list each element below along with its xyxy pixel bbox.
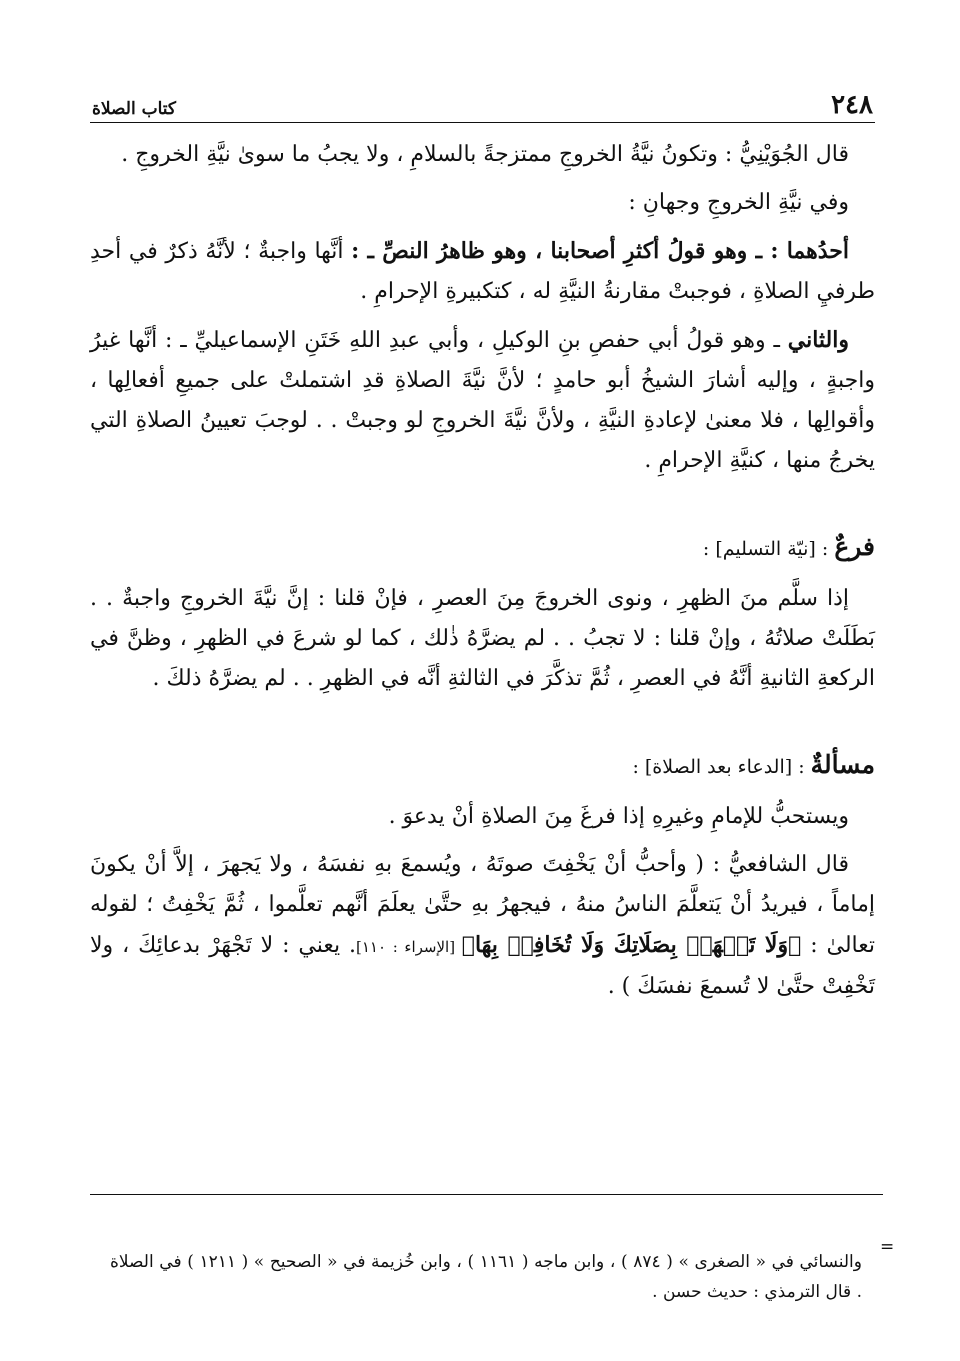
- second-view-lead: والثاني: [787, 327, 849, 353]
- second-view-text: ـ وهو قولُ أبي حفصِ بنِ الوكيلِ ، وأبي عبدِ اللهِ خَتَنِ الإسماعيليِّ ـ : أنَّها غيرُ واجبةٍ ، وإليه أشارَ الشيخُ أبو حامدٍ ؛ لأنَّ نيَّةَ الصلاةِ قدِ اشتملتْ على جميعِ أفعالِها ، وأقوالِها ، فلا معنىٰ لإعادةِ النيَّةِ ، ولأنَّ نيَّةَ الخروجِ لو وجبتْ . . لوجبَ تعيينُ الصلاةِ التي يخرجُ منها ، كنيَّةِ الإحرامِ .: [90, 328, 875, 473]
- paragraph-juwayni: قال الجُوَيْنِيُّ : وتكونُ نيَّةُ الخروجِ ممتزجةً بالسلامِ ، ولا يجبُ ما سوىٰ نيَّةِ الخروجِ .: [121, 142, 849, 167]
- quran-verse: ﴿وَلَا تَجۡهَرۡ بِصَلَاتِكَ وَلَا تُخَافِتۡ بِهَا﴾: [461, 932, 802, 958]
- heading-far-title: : [نيّة التسليم] :: [702, 538, 835, 560]
- heading-masala-word: مسألةٌ: [810, 750, 875, 779]
- paragraph-second-view: [90, 320, 875, 481]
- footnote-divider: [90, 1194, 883, 1195]
- paragraph-taslim: إذا سلَّم منَ الظهرِ ، ونوى الخروجَ مِنَ العصرِ ، فإنْ قلنا : إنَّ نيَّةَ الخروجِ واجبةٌ . . بَطَلَتْ صلاتُهُ ، وإنْ قلنا : لا تجبُ . . لم يضرَّهُ ذٰلك ، كما لو شرعَ في الظهرِ ، وظنَّ في الركعةِ الثانيةِ أنَّهُ في العصرِ ، ثُمَّ تذكَّرَ في الثالثةِ أنَّه في الظهرِ . . لم يضرَّهُ ذلكَ .: [90, 586, 875, 691]
- main-text: [90, 135, 875, 1007]
- page: [90, 74, 875, 1015]
- heading-far: [90, 527, 875, 569]
- heading-far-word: فرعٌ: [834, 532, 875, 561]
- quran-reference: [الإسراء : ١١٠]: [356, 938, 462, 956]
- heading-masala-title: : [الدعاء بعد الصلاة] :: [632, 756, 811, 778]
- running-title: كتاب الصلاة: [92, 99, 177, 119]
- footnote-text: والنسائي في « الصغرى » ( ٨٧٤ ) ، وابن ماجه ( ١١٦١ ) ، وابن خُزيمة في « الصحيح » ( ١٢١١ ) في الصلاة . قال الترمذي : حديث حسن .: [110, 1252, 862, 1302]
- page-header: [90, 74, 875, 123]
- heading-masala: [90, 745, 875, 787]
- paragraph-first-view: [90, 231, 875, 312]
- footnote-continuation-marker: =: [880, 1237, 895, 1257]
- shafii-text-start: قال الشافعيُّ : ( وأحبُّ أنْ يَخْفِتَ صوتَهُ ، ويُسمعَ بهِ نفسَهُ ، ولا يَجهرَ ، إلاَّ أنْ يكونَ إماماً ، فيريدُ أنْ يَتعلَّمَ الناسُ منهُ ، فيجهرُ بهِ حتَّىٰ يعلَمَ أنَّهم تعلَّموا ، ثُمَّ يَخْفِتُ ؛ لقوله تعالىٰ :: [90, 852, 876, 958]
- paragraph-dua: ويستحبُّ للإمامِ وغيرِهِ إذا فرغَ مِنَ الصلاةِ أنْ يدعوَ .: [388, 804, 849, 829]
- page-number: ٢٤٨: [831, 90, 873, 120]
- paragraph-shafii: [90, 845, 875, 1007]
- shafii-text-end: . يعني : لا تَجْهَرْ بدعائِكَ ، ولا تَخْفِتْ حتَّىٰ لا تُسمعَ نفسَكَ ) .: [90, 933, 875, 999]
- paragraph-two-views: وفي نيَّةِ الخروجِ وجهانِ :: [628, 190, 849, 215]
- first-view-text: أنَّها واجبةٌ ؛ لأنَّهُ ذكرٌ في أحدِ طرفيِ الصلاةِ ، فوجبتْ مقارنةُ النيَّةِ له ، كتكبيرةِ الإحرامِ .: [90, 239, 875, 304]
- first-view-lead: أحدُهما : ـ وهو قولُ أكثرِ أصحابنا ، وهو ظاهرُ النصِّ ـ :: [351, 238, 850, 264]
